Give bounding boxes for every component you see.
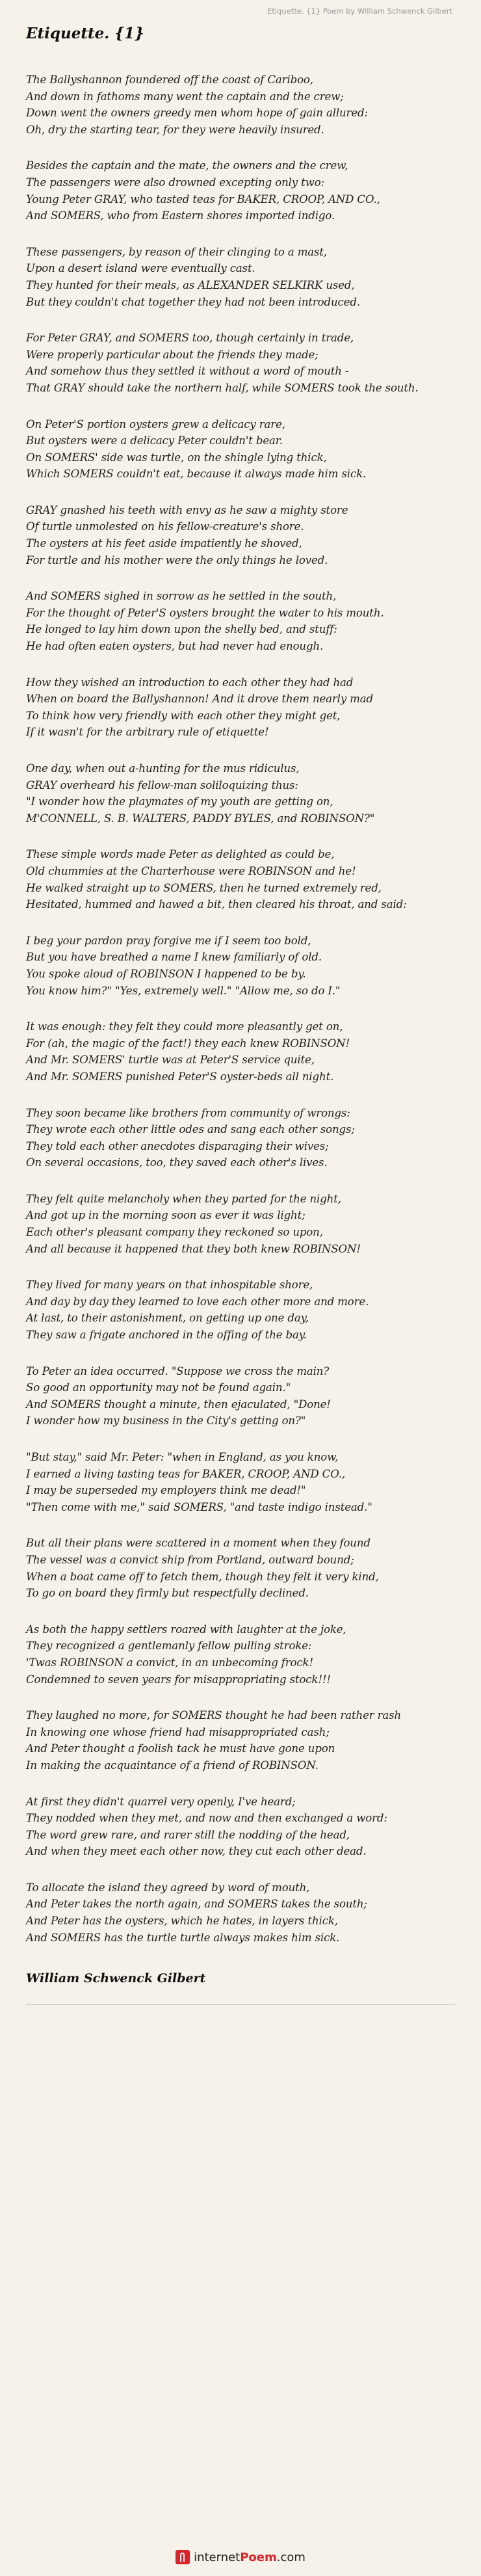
poem-line: And Mr. SOMERS punished Peter'S oyster-beds all night. xyxy=(26,1070,334,1083)
brand-prefix: internet xyxy=(194,2550,240,2564)
footer-divider xyxy=(26,2004,455,2005)
poem-line: They nodded when they met, and now and then exchanged a word: xyxy=(26,1812,387,1825)
poem-line: That GRAY should take the northern half, while SOMERS took the south. xyxy=(26,381,419,394)
poem-line: These simple words made Peter as delighted as could be, xyxy=(26,848,335,861)
poem-line: The passengers were also drowned excepting only two: xyxy=(26,176,325,189)
poem-line: And SOMERS, who from Eastern shores imported indigo. xyxy=(26,209,335,222)
poem-stanza xyxy=(26,502,455,568)
poem-line: They saw a frigate anchored in the offing of the bay. xyxy=(26,1329,307,1342)
poem-line: And somehow thus they settled it without a word of mouth - xyxy=(26,365,349,378)
poem-stanza xyxy=(26,1621,455,1688)
poem-stanza xyxy=(26,1277,455,1343)
brand-suffix: .com xyxy=(276,2550,306,2564)
poem-stanza xyxy=(26,416,455,483)
poem-line: Each other's pleasant company they reckoned so upon, xyxy=(26,1226,323,1239)
poem-line: And Mr. SOMERS' turtle was at Peter'S service quite, xyxy=(26,1054,315,1067)
poem-line: Were properly particular about the friends they made; xyxy=(26,348,318,361)
poem-line: They recognized a gentlemanly fellow pulling stroke: xyxy=(26,1640,312,1653)
poem-line: But they couldn't chat together they had not been introduced. xyxy=(26,295,360,308)
poem-line: Of turtle unmolested on his fellow-creature's shore. xyxy=(26,520,304,533)
poem-stanza xyxy=(26,933,455,999)
poem-stanza xyxy=(26,760,455,827)
poem-line: They felt quite melancholy when they parted for the night, xyxy=(26,1192,341,1205)
poem-line: M'CONNELL, S. B. WALTERS, PADDY BYLES, and ROBINSON?" xyxy=(26,812,375,825)
brand-mid: Poem xyxy=(240,2550,277,2564)
poem-line: Upon a desert island were eventually cast. xyxy=(26,262,255,275)
poem-line: They wrote each other little odes and sang each other songs; xyxy=(26,1123,355,1136)
poem-line: To think how very friendly with each other they might get, xyxy=(26,709,341,722)
poem-line: The vessel was a convict ship from Portland, outward bound; xyxy=(26,1553,354,1566)
poem-line: And down in fathoms many went the captain and the crew; xyxy=(26,90,344,103)
poem-line: They told each other anecdotes disparaging their wives; xyxy=(26,1139,329,1152)
poem-line: The oysters at his feet aside impatiently he shoved, xyxy=(26,537,302,550)
poem-line: Besides the captain and the mate, the owners and the crew, xyxy=(26,159,348,172)
poem-line: On SOMERS' side was turtle, on the shingle lying thick, xyxy=(26,451,327,464)
poem-line: Which SOMERS couldn't eat, because it always made him sick. xyxy=(26,468,367,481)
poem-line: But oysters were a delicacy Peter couldn't bear. xyxy=(26,434,283,447)
poem-line: But you have breathed a name I knew familiarly of old. xyxy=(26,951,322,964)
poem-stanza xyxy=(26,72,455,138)
poem-stanza xyxy=(26,1879,455,1946)
poem-line: They hunted for their meals, as ALEXANDER SELKIRK used, xyxy=(26,278,355,291)
site-logo-link[interactable] xyxy=(176,2550,306,2564)
poem-line: To Peter an idea occurred. "Suppose we cross the main? xyxy=(26,1364,330,1377)
poem-line: Young Peter GRAY, who tasted teas for BAKER, CROOP, AND CO., xyxy=(26,193,380,206)
poem-line: When a boat came off to fetch them, though they felt it very kind, xyxy=(26,1570,379,1583)
poem-line: And SOMERS sighed in sorrow as he settled in the south, xyxy=(26,590,337,603)
poem-line: At last, to their astonishment, on getting up one day, xyxy=(26,1312,309,1325)
internetpoem-logo-icon xyxy=(176,2550,190,2564)
poem-line: Oh, dry the starting tear, for they were heavily insured. xyxy=(26,123,324,136)
poem-stanza xyxy=(26,1105,455,1171)
poem-line: It was enough: they felt they could more pleasantly get on, xyxy=(26,1020,343,1033)
poem-line: I may be superseded my employers think me dead!" xyxy=(26,1484,306,1497)
poem-stanza xyxy=(26,846,455,912)
poem-line: I wonder how my business in the City's getting on?" xyxy=(26,1414,306,1427)
poem-line: But all their plans were scattered in a moment when they found xyxy=(26,1537,370,1550)
poem-line: Down went the owners greedy men whom hope of gain allured: xyxy=(26,107,368,120)
poem-stanza xyxy=(26,1191,455,1257)
poem-line: And day by day they learned to love each other more and more. xyxy=(26,1295,369,1308)
poem-title: Etiquette. {1} xyxy=(26,25,144,42)
poem-line: GRAY gnashed his teeth with envy as he saw a mighty store xyxy=(26,503,348,516)
poem-line: For the thought of Peter'S oysters brought the water to his mouth. xyxy=(26,606,384,619)
page-header-caption: Etiquette. {1} Poem by William Schwenck Gilbert xyxy=(267,7,452,16)
poem-line: 'Twas ROBINSON a convict, in an unbecoming frock! xyxy=(26,1656,313,1669)
poem-stanza xyxy=(26,1794,455,1860)
poem-line: Condemned to seven years for misappropriating stock!!! xyxy=(26,1673,331,1686)
poem-line: And SOMERS has the turtle turtle always makes him sick. xyxy=(26,1931,340,1944)
poem-line: And Peter takes the north again, and SOMERS takes the south; xyxy=(26,1898,367,1911)
poem-line: Old chummies at the Charterhouse were ROBINSON and he! xyxy=(26,864,356,877)
poem-line: You know him?" "Yes, extremely well." "Allow me, so do I." xyxy=(26,984,341,997)
poem-line: And all because it happened that they both knew ROBINSON! xyxy=(26,1242,361,1255)
poem-stanza xyxy=(26,244,455,310)
poem-line: I earned a living tasting teas for BAKER, CROOP, AND CO., xyxy=(26,1467,345,1480)
poem-line: GRAY overheard his fellow-man soliloquizing thus: xyxy=(26,778,298,791)
poem-line: As both the happy settlers roared with laughter at the joke, xyxy=(26,1623,346,1636)
poem-line: They lived for many years on that inhospitable shore, xyxy=(26,1279,313,1292)
poem-stanza xyxy=(26,157,455,224)
poem-line: These passengers, by reason of their clinging to a mast, xyxy=(26,245,328,258)
poem-stanza xyxy=(26,674,455,741)
poem-line: For turtle and his mother were the only things he loved. xyxy=(26,553,328,566)
poem-line: And Peter thought a foolish tack he must have gone upon xyxy=(26,1742,335,1755)
poem-stanza xyxy=(26,1449,455,1515)
poem-line: In knowing one whose friend had misappropriated cash; xyxy=(26,1725,330,1738)
poem-line: If it wasn't for the arbitrary rule of etiquette! xyxy=(26,726,269,739)
poem-line: He walked straight up to SOMERS, then he turned extremely red, xyxy=(26,881,382,894)
poem-line: In making the acquaintance of a friend of ROBINSON. xyxy=(26,1759,318,1772)
poem-line: How they wished an introduction to each other they had had xyxy=(26,676,354,689)
poem-line: At first they didn't quarrel very openly, I've heard; xyxy=(26,1795,296,1808)
poem-line: On several occasions, too, they saved each other's lives. xyxy=(26,1156,328,1169)
poem-line: And when they meet each other now, they cut each other dead. xyxy=(26,1845,367,1858)
poem-body xyxy=(26,72,455,1946)
poem-line: For Peter GRAY, and SOMERS too, though certainly in trade, xyxy=(26,332,354,345)
poem-line: And Peter has the oysters, which he hates, in layers thick, xyxy=(26,1915,338,1928)
poem-line: "I wonder how the playmates of my youth are getting on, xyxy=(26,795,333,808)
poem-line: To go on board they firmly but respectfully declined. xyxy=(26,1587,309,1600)
poem-stanza xyxy=(26,1707,455,1773)
poem-line: And SOMERS thought a minute, then ejaculated, "Done! xyxy=(26,1398,331,1411)
poem-line: For (ah, the magic of the fact!) they each knew ROBINSON! xyxy=(26,1037,350,1050)
poem-line: And got up in the morning soon as ever it was light; xyxy=(26,1209,306,1222)
poem-line: You spoke aloud of ROBINSON I happened to be by. xyxy=(26,967,306,980)
poem-line: On Peter'S portion oysters grew a delicacy rare, xyxy=(26,418,285,431)
poem-stanza xyxy=(26,588,455,654)
poem-author: William Schwenck Gilbert xyxy=(26,1971,206,1986)
poem-stanza xyxy=(26,1018,455,1085)
poem-line: Hesitated, hummed and hawed a bit, then cleared his throat, and said: xyxy=(26,898,407,911)
poem-line: They soon became like brothers from community of wrongs: xyxy=(26,1106,350,1119)
poem-line: The word grew rare, and rarer still the nodding of the head, xyxy=(26,1828,350,1841)
poem-line: They laughed no more, for SOMERS thought he had been rather rash xyxy=(26,1709,402,1722)
poem-stanza xyxy=(26,1363,455,1429)
poem-line: When on board the Ballyshannon! And it drove them nearly mad xyxy=(26,693,373,706)
poem-line: He had often eaten oysters, but had never had enough. xyxy=(26,640,324,653)
poem-line: To allocate the island they agreed by word of mouth, xyxy=(26,1881,310,1894)
poem-line: One day, when out a-hunting for the mus ridiculus, xyxy=(26,762,300,775)
poem-line: "Then come with me," said SOMERS, "and taste indigo instead." xyxy=(26,1500,372,1513)
poem-line: "But stay," said Mr. Peter: "when in England, as you know, xyxy=(26,1451,339,1463)
poem-line: The Ballyshannon foundered off the coast of Cariboo, xyxy=(26,73,313,86)
poem-stanza xyxy=(26,1535,455,1601)
poem-line: I beg your pardon pray forgive me if I seem too bold, xyxy=(26,934,311,947)
poem-line: So good an opportunity may not be found again." xyxy=(26,1381,291,1394)
poem-stanza xyxy=(26,330,455,396)
poem-line: He longed to lay him down upon the shelly bed, and stuff: xyxy=(26,623,337,636)
site-footer xyxy=(0,2550,481,2567)
